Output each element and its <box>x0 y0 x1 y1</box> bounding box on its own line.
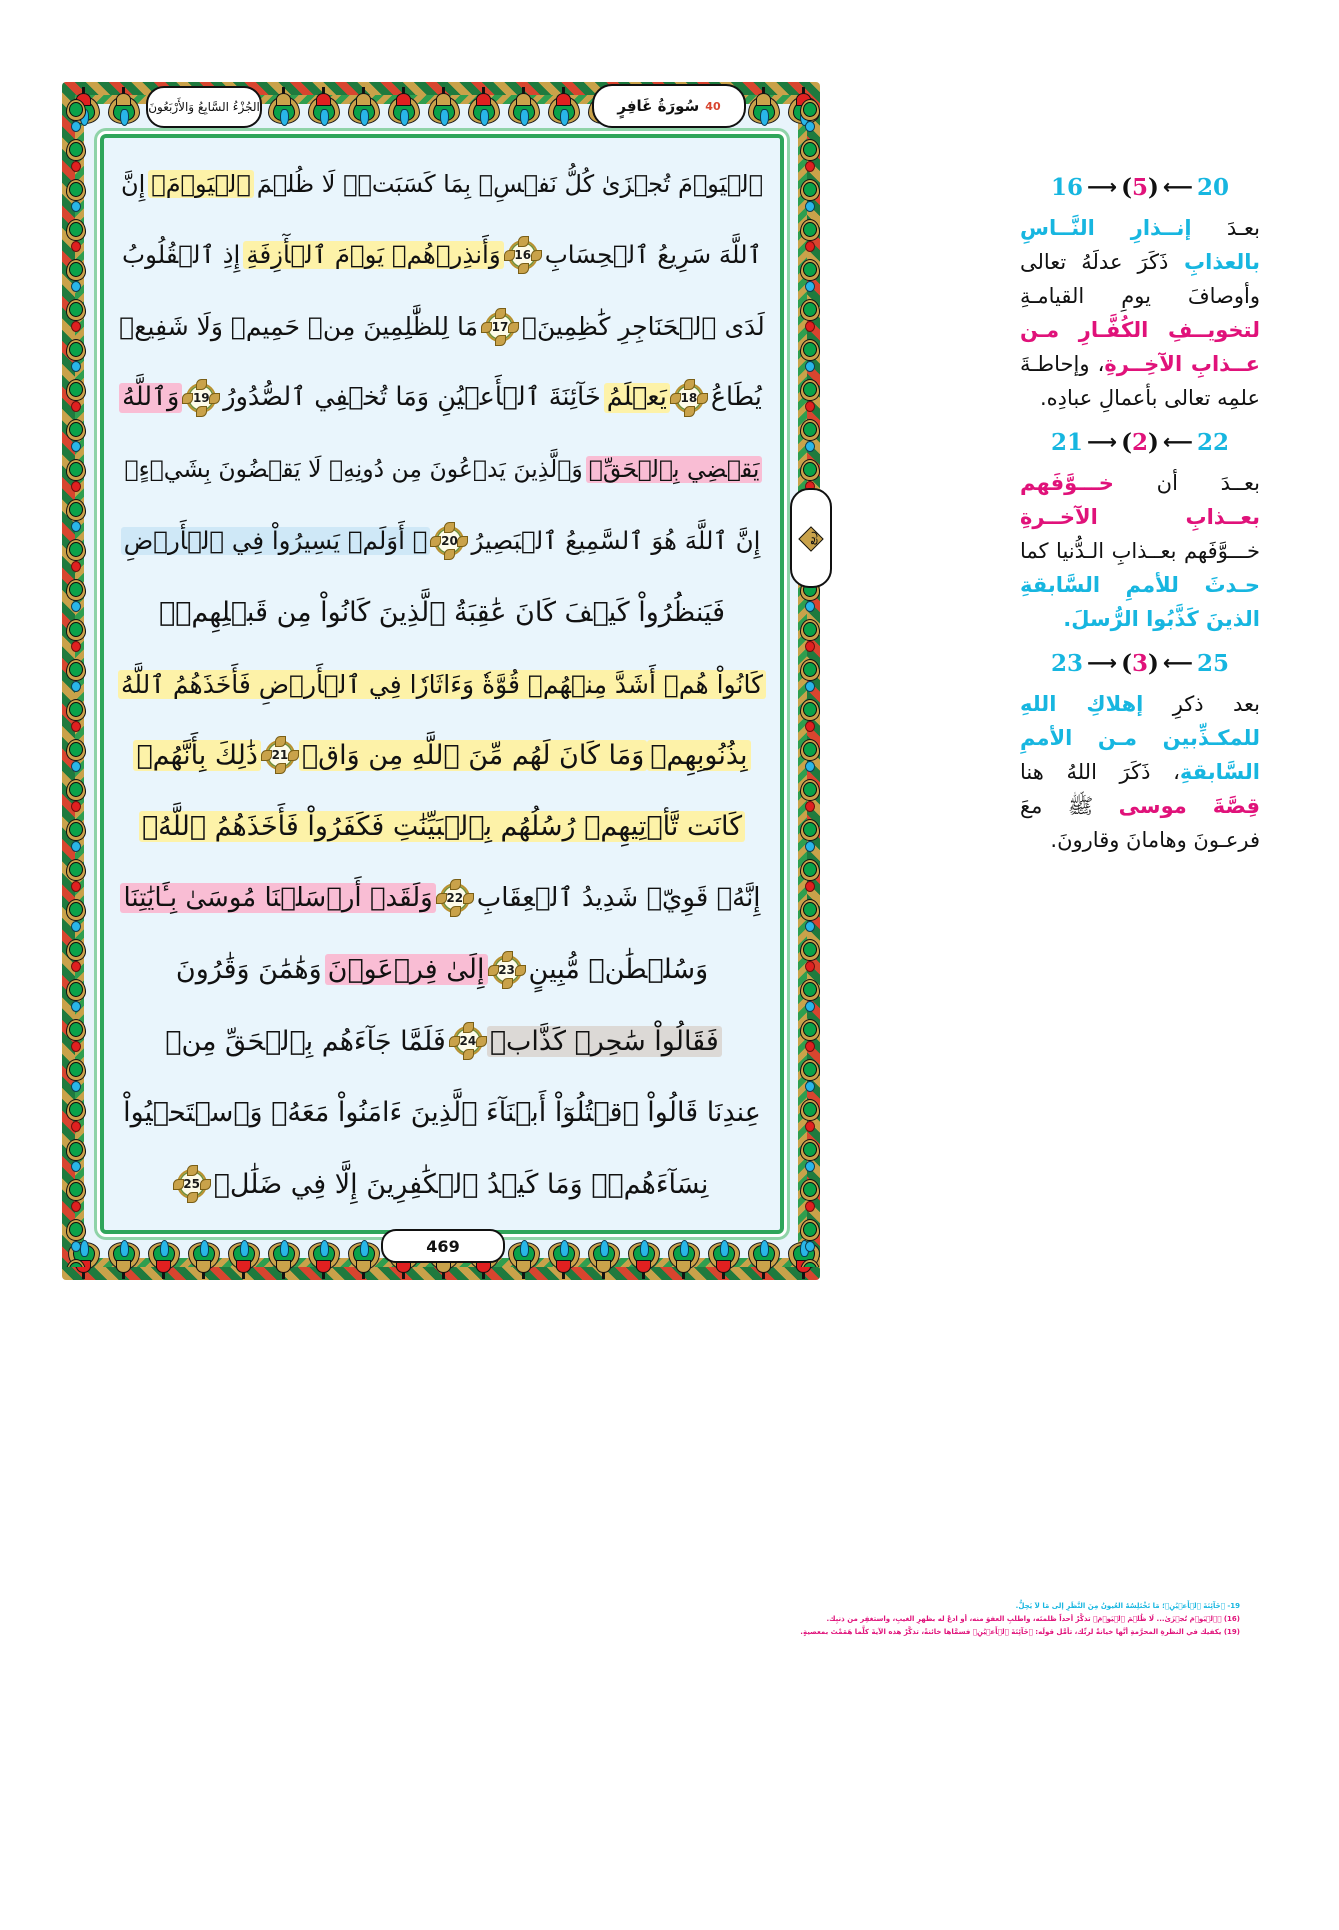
ornament-crest <box>622 1240 664 1280</box>
page-number: 469 <box>426 1236 460 1256</box>
ornament-rail-unit <box>64 1255 86 1267</box>
footnote: (19) يكفيك في النظرةِ المحرَّمةِ أنَّها خيانةٌ لربِّك، تأمَّل قولَه: ﴿خَآئِنَةَ ٱلۡأَعۡيُنِ﴾ فسمَّاها خائنةً، تذكَّرْ هذه الآيةَ كلَّما هَمَمْتَ بمعصيةٍ. <box>800 1627 1240 1636</box>
quran-text-segment: يُطَاعُ <box>710 382 762 413</box>
tafsir-ayah-range <box>1020 650 1260 677</box>
ayah-number: 18 <box>680 391 698 406</box>
ornament-rail-unit <box>798 1015 820 1055</box>
ornament-crest <box>702 1240 744 1280</box>
ornament-rail-unit <box>798 215 820 255</box>
hizb-label: الجُزْءُ السَّابِعُ وَالأَرْبَعُونَ <box>148 100 260 114</box>
quran-text-segment: إِلَىٰ فِرۡعَوۡنَ <box>325 954 488 985</box>
tafsir-ayah-range <box>1020 429 1260 456</box>
ornament-rail-unit <box>798 335 820 375</box>
quran-text-segment: مَا لِلظَّٰلِمِينَ مِنۡ حَمِيمٖ وَلَا شَفِيعٖ <box>119 312 478 342</box>
rub-label: ربع <box>804 530 818 546</box>
ornament-rail-unit <box>64 1015 86 1055</box>
tafsir-paragraph <box>1020 211 1260 415</box>
tafsir-text-run: ﷺ معَ فرعـونَ وهامانَ وقارونَ. <box>1020 794 1260 853</box>
quran-line <box>116 1077 768 1148</box>
quran-line <box>116 505 768 576</box>
ornament-crest <box>662 1240 704 1280</box>
arrow-right-icon: ⟶ <box>1087 651 1118 676</box>
ayah-number: 25 <box>183 1177 200 1192</box>
quran-text-segment: يَقۡضِي بِٱلۡحَقِّۖ <box>586 456 763 484</box>
ornament-rail-unit <box>798 775 820 815</box>
ornament-crest <box>222 1240 264 1280</box>
quran-text-segment: وَهَٰمَٰنَ وَقَٰرُونَ <box>175 954 322 986</box>
ornament-rail-unit <box>798 935 820 975</box>
tafsir-text-run: إهلاكِ اللهِ للمكـذِّبين مـن الأممِ السَّابقةِ <box>1020 692 1260 785</box>
ayah-number-marker <box>508 240 538 270</box>
ornament-crest <box>262 86 304 126</box>
quran-text-segment: وَلَقَدۡ أَرۡسَلۡنَا مُوسَىٰ بِـَٔايَٰتِنَا <box>120 883 435 913</box>
ayah-number-marker <box>453 1026 483 1056</box>
tafsir-text-run: خـــوَّفَهم بعــذابِ الآخــرةِ <box>1020 471 1260 530</box>
quran-text-segment: فَلَمَّا جَآءَهُم بِٱلۡحَقِّ مِنۡ <box>165 1025 446 1057</box>
quran-line <box>116 148 768 219</box>
quran-text-segment: وَأَنذِرۡهُمۡ يَوۡمَ ٱلۡأٓزِفَةِ <box>243 241 503 270</box>
ayah-number: 22 <box>446 891 464 906</box>
quran-line <box>116 1149 768 1220</box>
ornament-rail-unit <box>64 855 86 895</box>
ornament-rail-unit <box>798 1095 820 1135</box>
surah-badge <box>592 84 746 128</box>
ornament-crest <box>102 86 144 126</box>
quran-line <box>116 291 768 362</box>
ornament-rail-unit <box>798 1215 820 1255</box>
arrow-left-icon: ⟵ <box>1162 430 1194 455</box>
footnote: 19- ﴿خَآئِنَةَ ٱلۡأَعۡيُنِ﴾؛ مَا تَخْتَلِسُهُ العُيونُ مِنَ النَّظَرِ إلى مَا لاَ يَحِلُّ. <box>1015 1602 1240 1610</box>
ornament-rail-unit <box>798 175 820 215</box>
ayah-number: 23 <box>498 962 515 977</box>
ornament-rail-unit <box>798 415 820 455</box>
surah-number: 40 <box>705 99 721 113</box>
tafsir-text-run: بعــدَ أن <box>1113 471 1260 496</box>
ornament-rail-unit <box>798 975 820 1015</box>
ornament-crest <box>422 86 464 126</box>
ornament-rail-unit <box>798 375 820 415</box>
tafsir-ayah-range <box>1020 174 1260 201</box>
ornament-rail-unit <box>64 215 86 255</box>
range-group-number: 2 <box>1132 429 1149 457</box>
tafsir-text-run: ذَكَرَ عدلَهُ تعالى وأوصافَ يومِ القيامـةِ <box>1020 250 1260 309</box>
ayah-number: 19 <box>192 391 210 406</box>
ornament-rail-unit <box>798 1175 820 1215</box>
tafsir-paragraph <box>1020 687 1260 857</box>
quran-line <box>116 648 768 719</box>
ornament-crest <box>742 86 784 126</box>
ornament-rail-unit <box>64 495 86 535</box>
ayah-number-marker <box>492 955 522 985</box>
range-end-number: 22 <box>1197 429 1230 457</box>
arrow-left-icon: ⟵ <box>1162 651 1194 676</box>
ornament-rail-unit <box>64 335 86 375</box>
ornament-rail-unit <box>64 655 86 695</box>
ayah-number: 24 <box>459 1034 477 1049</box>
ornament-rail-unit <box>64 455 86 495</box>
tafsir-text-run: لتخويــفِ الكُفَّـارِ مـن عــذابِ الآخِــرةِ <box>1020 318 1261 377</box>
ornament-crest <box>302 86 344 126</box>
quran-text-segment: ۞ أَوَلَمۡ يَسِيرُواْ فِي ٱلۡأَرۡضِ <box>121 527 431 556</box>
ornament-rail-unit <box>64 1175 86 1215</box>
quran-line <box>116 577 768 648</box>
quran-text-segment: كَانَت تَّأۡتِيهِمۡ رُسُلُهُم بِٱلۡبَيِّنَٰتِ فَكَفَرُواْ فَأَخَذَهُمُ ٱللَّهُۚ <box>139 811 745 842</box>
ornament-rail-unit <box>64 255 86 295</box>
ornament-rail-unit <box>798 1255 820 1267</box>
quran-line <box>116 219 768 290</box>
quran-text-segment: وَٱللَّهُ <box>119 383 182 413</box>
quran-line <box>116 434 768 505</box>
ornament-rail-unit <box>64 1215 86 1255</box>
ayah-number-marker <box>186 383 216 413</box>
quran-text-segment: ٱلۡيَوۡمَ تُجۡزَىٰ كُلُّ نَفۡسِۭ بِمَا كَسَبَتۡۚ لَا ظُلۡمَ <box>256 169 763 198</box>
quran-text-segment: لَدَى ٱلۡحَنَاجِرِ كَٰظِمِينَۚ <box>521 312 765 342</box>
range-group-number: 3 <box>1132 650 1149 678</box>
ornament-rail-unit <box>64 415 86 455</box>
ornament-rail-unit <box>798 1055 820 1095</box>
ornament-crest <box>502 86 544 126</box>
ayah-number-marker <box>485 312 515 342</box>
quran-text-segment: عِندِنَا قَالُواْ ٱقۡتُلُوٓاْ أَبۡنَآءَ ٱلَّذِينَ ءَامَنُواْ مَعَهُۥ وَٱسۡتَحۡيُواْ <box>123 1097 761 1129</box>
quran-text-segment: وَٱلَّذِينَ يَدۡعُونَ مِن دُونِهِۦ لَا يَقۡضُونَ بِشَيۡءٍۗ <box>124 454 583 483</box>
quran-text-segment: بِذُنُوبِهِمۡ <box>647 740 750 771</box>
ornament-crest <box>462 86 504 126</box>
ornament-rail-unit <box>64 95 86 135</box>
left-ornament-rail <box>64 95 86 1267</box>
ayah-number-marker <box>440 883 470 913</box>
quran-text-segment: كَانُواْ هُمۡ أَشَدَّ مِنۡهُمۡ قُوَّةٗ وَءَاثَارٗا فِي ٱلۡأَرۡضِ فَأَخَذَهُمُ ٱللَّهُ <box>118 670 766 699</box>
ornament-rail-unit <box>64 1095 86 1135</box>
quran-line <box>116 934 768 1005</box>
ornament-rail-unit <box>64 975 86 1015</box>
ornament-rail-unit <box>798 855 820 895</box>
tafsir-text-run: قِصَّةَ موسى <box>1118 794 1260 819</box>
ornament-crest <box>182 1240 224 1280</box>
ornament-crest <box>262 1240 304 1280</box>
quran-line <box>116 362 768 433</box>
ornament-rail-unit <box>64 735 86 775</box>
quran-line <box>116 791 768 862</box>
tafsir-text-run: بعـدَ <box>1191 216 1260 240</box>
ayah-number: 21 <box>271 748 289 763</box>
ornament-rail-unit <box>64 135 86 175</box>
quran-text-segment: إِنَّهُۥ قَوِيّٞ شَدِيدُ ٱلۡعِقَابِ <box>476 883 761 914</box>
ornament-rail-unit <box>64 815 86 855</box>
quran-text-segment: نِسَآءَهُمۡۚ وَمَا كَيۡدُ ٱلۡكَٰفِرِينَ إِلَّا فِي ضَلَٰلٖ <box>213 1168 709 1200</box>
ornament-rail-unit <box>64 1135 86 1175</box>
tafsir-text-run: حـدثَ للأممِ السَّابقةِ الذينَ كَذَّبُوا الرُّسلَ. <box>1020 573 1260 632</box>
ornament-crest <box>302 1240 344 1280</box>
ornament-rail-unit <box>798 1135 820 1175</box>
ornament-rail-unit <box>64 935 86 975</box>
quran-text-segment: خَآئِنَةَ ٱلۡأَعۡيُنِ وَمَا تُخۡفِي ٱلصُّدُورُ <box>223 382 601 413</box>
ornament-rail-unit <box>798 815 820 855</box>
ornament-rail-unit <box>798 655 820 695</box>
ayah-number-marker <box>177 1169 207 1199</box>
tafsir-text-run: إنــذارِ النَّــاسِ بالعذابِ <box>1020 216 1260 275</box>
ornament-rail-unit <box>64 1055 86 1095</box>
ayah-number: 16 <box>514 248 532 263</box>
quran-line <box>116 1006 768 1077</box>
ornament-rail-unit <box>64 535 86 575</box>
quran-line <box>116 863 768 934</box>
ornament-rail-unit <box>64 575 86 615</box>
ornament-crest <box>342 86 384 126</box>
tafsir-text-run: بعد ذكرِ <box>1143 692 1260 717</box>
hizb-badge <box>146 86 262 128</box>
range-start-number: 16 <box>1050 174 1083 201</box>
quran-verse-lines <box>106 142 778 1226</box>
ornament-rail-unit <box>798 95 820 135</box>
quran-text-segment: فَقَالُواْ سَٰحِرٞ كَذَّابٞ <box>487 1026 722 1057</box>
ornament-rail-unit <box>798 295 820 335</box>
quran-text-segment: ذَٰلِكَ بِأَنَّهُمۡ <box>133 740 260 771</box>
ornament-rail-unit <box>64 615 86 655</box>
quran-text-segment: وَسُلۡطَٰنٖ مُّبِينٍ <box>528 954 709 986</box>
range-end-number: 25 <box>1197 650 1230 678</box>
quran-line <box>116 720 768 791</box>
ornament-rail-unit <box>798 735 820 775</box>
quran-text-segment: ٱللَّهَ سَرِيعُ ٱلۡحِسَابِ <box>544 239 762 269</box>
arrow-left-icon: ⟵ <box>1162 175 1194 199</box>
ornament-rail-unit <box>64 895 86 935</box>
rub-el-hizb-marker <box>790 488 832 588</box>
quran-text-segment: إِذِ ٱلۡقُلُوبُ <box>122 239 241 269</box>
range-start-number: 21 <box>1050 429 1083 457</box>
ornament-rail-unit <box>798 695 820 735</box>
quran-text-segment: يَعۡلَمُ <box>604 383 670 413</box>
arrow-right-icon: ⟶ <box>1087 175 1118 199</box>
ornament-crest <box>742 1240 784 1280</box>
ornament-rail-unit <box>798 615 820 655</box>
ornament-rail-unit <box>64 175 86 215</box>
quran-text-segment: ٱلۡيَوۡمَۚ <box>148 170 253 198</box>
ornament-rail-unit <box>64 375 86 415</box>
range-group-count: (3) <box>1121 650 1159 678</box>
range-group-count: (2) <box>1121 429 1159 457</box>
ornament-rail-unit <box>798 135 820 175</box>
ornament-crest <box>542 86 584 126</box>
footnote: (16) ﴿ٱلۡيَوۡمَ تُجۡزَىٰ... لَا ظُلۡمَ ٱلۡيَوۡمَ﴾ تذكَّرْ أحداً ظلمتَه، واطلبِ العفوَ منه، أو ادعُ له بظهرِ الغيبِ، واستغفِر من ذنبِك. <box>826 1614 1240 1623</box>
tafsir-sidebar <box>1020 160 1260 863</box>
ornament-crest <box>502 1240 544 1280</box>
footnotes-section <box>110 1600 1240 1639</box>
quran-text-segment: إِنَّ ٱللَّهَ هُوَ ٱلسَّمِيعُ ٱلۡبَصِيرُ <box>471 525 761 555</box>
ayah-number: 17 <box>491 319 509 334</box>
surah-name: سُورَةُ غَافِرٍ <box>617 97 700 115</box>
page-number-badge <box>381 1229 505 1263</box>
range-group-count: (5) <box>1121 174 1159 201</box>
range-start-number: 23 <box>1050 650 1083 678</box>
ornament-crest <box>342 1240 384 1280</box>
tafsir-text-run: ، وإحاطـةَ علمِه تعالى بأعمالِ عبادِه. <box>1020 352 1260 411</box>
ornament-crest <box>542 1240 584 1280</box>
tafsir-text-run: ، ذَكَرَ اللهُ هنا <box>1020 760 1180 785</box>
ayah-number-marker <box>265 740 295 770</box>
tafsir-paragraph <box>1020 466 1260 636</box>
arrow-right-icon: ⟶ <box>1087 430 1118 455</box>
ornament-rail-unit <box>64 775 86 815</box>
range-group-number: 5 <box>1132 174 1149 201</box>
range-end-number: 20 <box>1197 174 1230 201</box>
ayah-number: 20 <box>441 534 458 549</box>
quran-text-segment: وَمَا كَانَ لَهُم مِّنَ ٱللَّهِ مِن وَاقٖ <box>299 740 647 771</box>
quran-text-segment: فَيَنظُرُواْ كَيۡفَ كَانَ عَٰقِبَةُ ٱلَّذِينَ كَانُواْ مِن قَبۡلِهِمۡۚ <box>158 597 726 629</box>
ornament-crest <box>102 1240 144 1280</box>
ayah-number-marker <box>434 526 464 556</box>
ornament-rail-unit <box>64 695 86 735</box>
right-ornament-rail <box>798 95 820 1267</box>
ornament-crest <box>582 1240 624 1280</box>
ornament-crest <box>382 86 424 126</box>
ornament-rail-unit <box>798 895 820 935</box>
ayah-number-marker <box>674 383 704 413</box>
quran-text-segment: إِنَّ <box>121 169 146 198</box>
ornament-rail-unit <box>64 295 86 335</box>
ornament-crest <box>142 1240 184 1280</box>
ornament-rail-unit <box>798 255 820 295</box>
tafsir-text-run: خـــوَّفَهم بعــذابِ الـدُّنيا كما <box>1020 539 1260 564</box>
